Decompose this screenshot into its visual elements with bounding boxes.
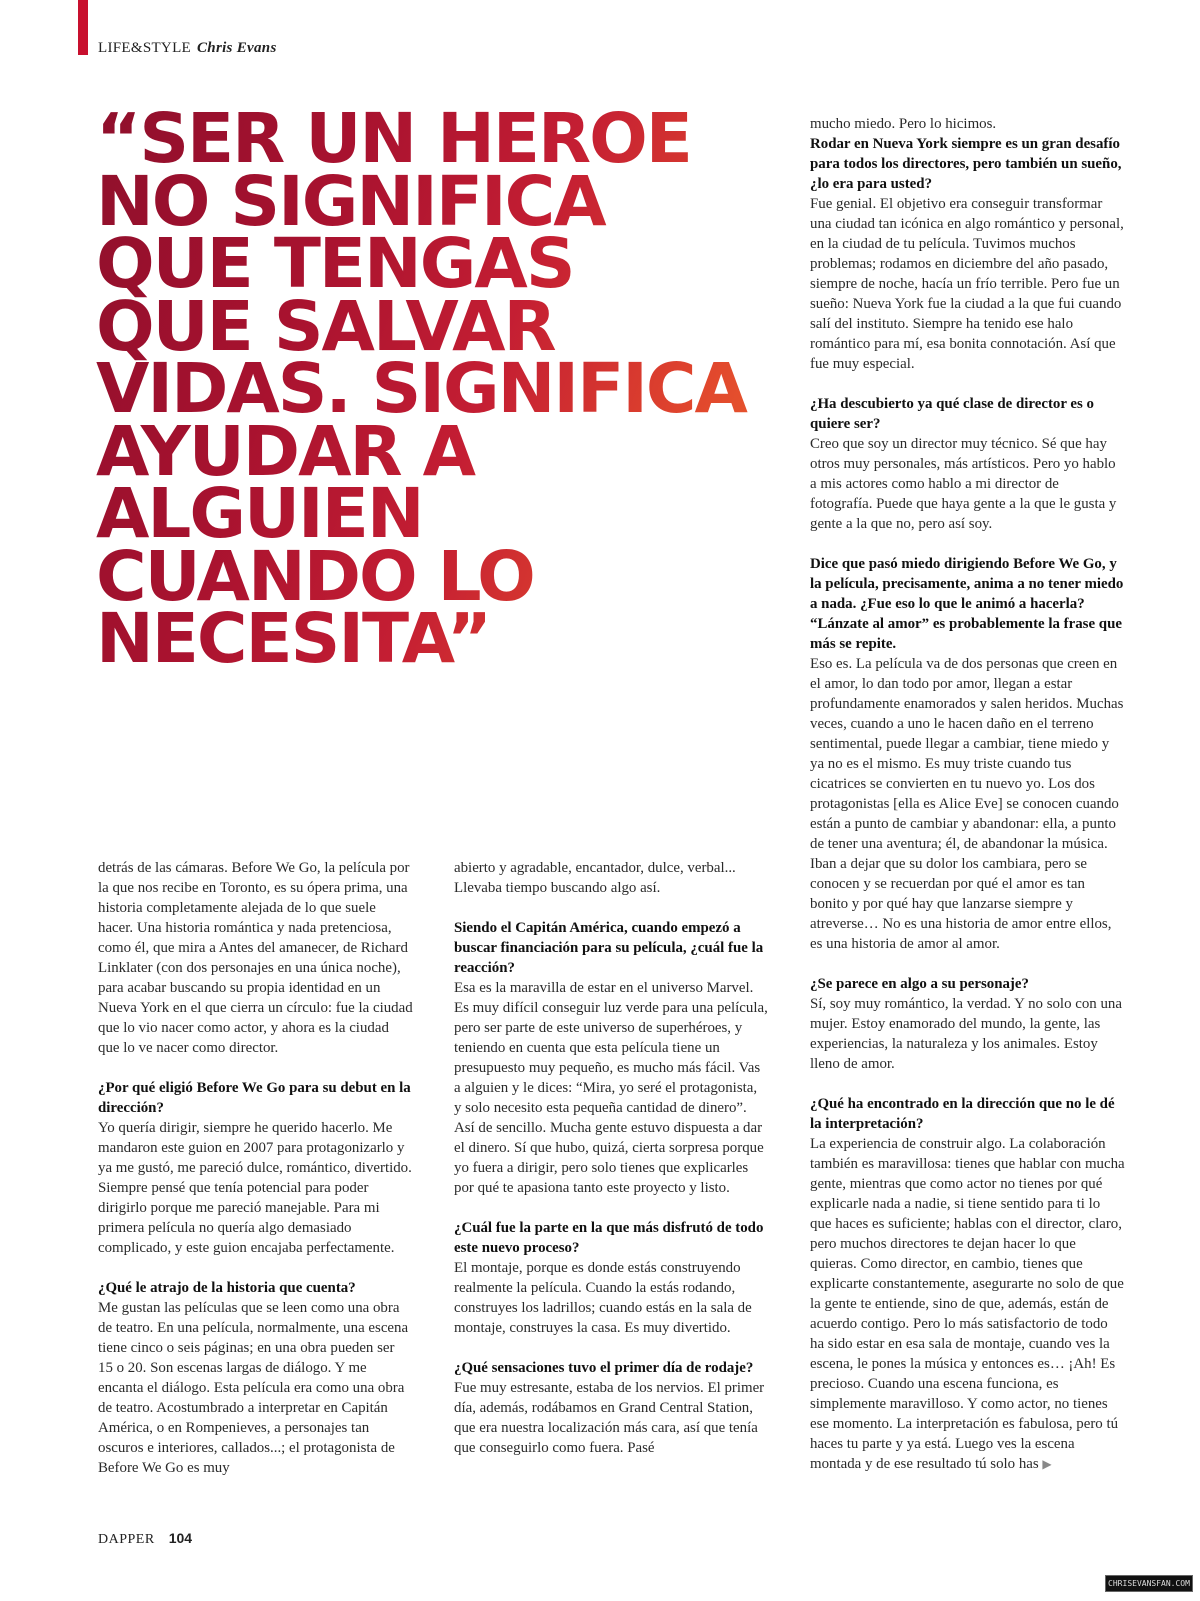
- interview-question: Rodar en Nueva York siempre es un gran desafío para todos los directores, pero también un sueño, ¿lo era para usted?: [810, 136, 1122, 192]
- continue-arrow-icon: ▶: [1042, 1457, 1052, 1471]
- article-column-1: [98, 858, 413, 1478]
- article-column-3: [810, 114, 1125, 1474]
- interview-question: ¿Ha descubierto ya qué clase de director es o quiere ser?: [810, 396, 1094, 432]
- interview-question: ¿Por qué eligió Before We Go para su debut en la dirección?: [98, 1080, 411, 1116]
- interview-answer: Eso es. La película va de dos personas que creen en el amor, lo dan todo por amor, llegan a estar profundamente enamorados y salen heridos. Muchas veces, cuando a uno le hacen daño en el terreno sentimental, puede llegar a cambiar, tiene miedo y ya no es el mismo. Es muy triste cuando tus cicatrices se convierten en tu nuevo yo. Los dos protagonistas [ella es Alice Eve] se conocen cuando están a punto de cambiar y abandonar: ella, a punto de tener una aventura; él, de abandonar la música. Iban a dejar que su dolor los cambiara, pero se conocen y se recuerdan por qué el amor es tan bonito y por qué hay que lanzarse siempre y atreverse… No es una historia de amor entre ellos, es una historia de amor al amor.: [810, 656, 1124, 952]
- pull-quote-line: NO SIGNIFICA: [96, 161, 605, 242]
- interview-question: ¿Qué le atrajo de la historia que cuenta?: [98, 1280, 356, 1296]
- interview-question: Siendo el Capitán América, cuando empezó a buscar financiación para su película, ¿cuál fue la reacción?: [454, 920, 764, 976]
- page-footer: [98, 1530, 192, 1548]
- article-author: Chris Evans: [197, 40, 277, 56]
- pull-quote-line: NECESITA”: [96, 599, 491, 679]
- page-number: 104: [168, 1530, 193, 1546]
- pull-quote-line: “SER UN HÉROE: [96, 99, 691, 179]
- interview-answer: Fue muy estresante, estaba de los nervios. El primer día, además, rodábamos en Grand Central Station, que era nuestra localización más cara, así que tenía que conseguirlo como fuera. Pasé: [454, 1380, 765, 1456]
- section-header: [98, 40, 277, 57]
- pull-quote-line: QUE TENGAS: [96, 224, 574, 304]
- interview-answer: Sí, soy muy romántico, la verdad. Y no solo con una mujer. Estoy enamorado del mundo, la gente, las experiencias, la naturaleza y los animales. Estoy lleno de amor.: [810, 996, 1122, 1072]
- pull-quote-line: ALGUIEN: [96, 474, 423, 554]
- interview-answer: Fue genial. El objetivo era conseguir transformar una ciudad tan icónica en algo romántico y personal, en la ciudad de tu película. Tuvimos muchos problemas; rodamos en diciembre del año pasado, siempre de noche, hacía un frío terrible. Pero fue un sueño: Nueva York fue la ciudad a la que fui cuando salí del instituto. Siempre ha tenido ese halo romántico para mí, esa bonita connotación. Así que fue muy especial.: [810, 196, 1124, 372]
- pull-quote-line: AYUDAR A: [96, 411, 475, 492]
- pull-quote: [96, 99, 786, 679]
- pull-quote-line: VIDAS. SIGNIFICA: [96, 349, 746, 429]
- interview-answer: Creo que soy un director muy técnico. Sé que hay otros muy personales, más artísticos. Pero yo hablo a mis actores como hablo a mi director de fotografía. Puede que haya gente a la que le gusta y gente a la que no, pero así soy.: [810, 436, 1117, 532]
- continued-paragraph: mucho miedo. Pero lo hicimos.: [810, 116, 997, 132]
- magazine-name: DAPPER: [98, 1532, 155, 1547]
- interview-question: Dice que pasó miedo dirigiendo Before We Go, y la película, precisamente, anima a no tener miedo a nada. ¿Fue eso lo que le animó a hacerla? “Lánzate al amor” es probablemente la frase que más se repite.: [810, 556, 1124, 652]
- interview-question: ¿Cuál fue la parte en la que más disfrutó de todo este nuevo proceso?: [454, 1220, 764, 1256]
- section-name: LIFE&STYLE: [98, 40, 191, 56]
- interview-answer: Esa es la maravilla de estar en el universo Marvel. Es muy difícil conseguir luz verde para una película, pero ser parte de este universo de superhéroes, y teniendo en cuenta que esta película tiene un presupuesto muy pequeño, es mucho más fácil. Vas a alguien y le dices: “Mira, yo seré el protagonista, y solo necesito esta pequeña cantidad de dinero”. Así de sencillo. Mucha gente estuvo dispuesta a dar el dinero. Sí que hubo, quizá, cierta sorpresa porque yo fuera a dirigir, pero solo tienes que explicarles por qué te apasiona tanto este proyecto y listo.: [454, 980, 768, 1196]
- intro-paragraph: detrás de las cámaras. Before We Go, la película por la que nos recibe en Toronto, es su ópera prima, una historia completamente alejada de lo que suele hacer. Una historia romántica y nada pretenciosa, como él, que mira a Antes del amanecer, de Richard Linklater (con dos personajes en una única noche), para acabar buscando su propia identidad en un Nueva York en el que cierra un círculo: fue la ciudad que lo vio nacer como actor, y ahora es la ciudad que lo ve nacer como director.: [98, 860, 413, 1056]
- interview-question: ¿Qué ha encontrado en la dirección que no le dé la interpretación?: [810, 1096, 1115, 1132]
- article-column-2: [454, 858, 768, 1458]
- interview-answer: El montaje, porque es donde estás construyendo realmente la película. Cuando la estás rodando, construyes los ladrillos; cuando estás en la sala de montaje, construyes la casa. Es muy divertido.: [454, 1260, 752, 1336]
- answer-text: La experiencia de construir algo. La colaboración también es maravillosa: tienes que hablar con mucha gente, mientras que como actor no tienes por qué explicarle nada a nadie, si tiene sentido para ti lo que haces es suficiente; hablas con el director, claro, pero muchos directores te dejan hacer lo que quieras. Como director, en cambio, tienes que explicarte constantemente, asegurarte no solo de que la gente te entiende, sino de que, además, están de acuerdo contigo. Pero lo más satisfactorio de todo ha sido estar en esa sala de montaje, cuando ves la escena, le pones la música y entonces es… ¡Ah! Es precioso. Cuando una escena funciona, es simplemente maravilloso. Y como actor, no tienes ese momento. La interpretación es fabulosa, pero tú haces tu parte y ya está. Luego ves la escena montada y de ese resultado tú solo has: [810, 1136, 1125, 1472]
- interview-question: ¿Qué sensaciones tuvo el primer día de rodaje?: [454, 1360, 754, 1376]
- interview-answer: Yo quería dirigir, siempre he querido hacerlo. Me mandaron este guion en 2007 para protagonizarlo y ya me gustó, me pareció dulce, romántico, divertido. Siempre pensé que tenía potencial para poder dirigirlo porque me pareció manejable. Para mi primera película no quería algo demasiado complicado, y este guion encajaba perfectamente.: [98, 1120, 412, 1256]
- pull-quote-line: CUANDO LO: [96, 536, 534, 617]
- interview-answer: Me gustan las películas que se leen como una obra de teatro. En una película, normalmente, una escena tiene cinco o seis páginas; en una obra pueden ser 15 o 20. Son escenas largas de diálogo. Y me encanta el diálogo. Esta película era como una obra de teatro. Acostumbrado a interpretar en Capitán América, o en Rompenieves, a personajes tan oscuros e interiores, callados...; el protagonista de Before We Go es muy: [98, 1300, 409, 1476]
- continued-paragraph: abierto y agradable, encantador, dulce, verbal... Llevaba tiempo buscando algo así.: [454, 860, 736, 896]
- pull-quote-line: QUE SALVAR: [96, 286, 555, 367]
- interview-answer: [810, 1134, 1125, 1474]
- interview-question: ¿Se parece en algo a su personaje?: [810, 976, 1029, 992]
- site-watermark: CHRISEVANSFAN.COM: [1105, 1575, 1193, 1592]
- section-accent-bar: [78, 0, 88, 55]
